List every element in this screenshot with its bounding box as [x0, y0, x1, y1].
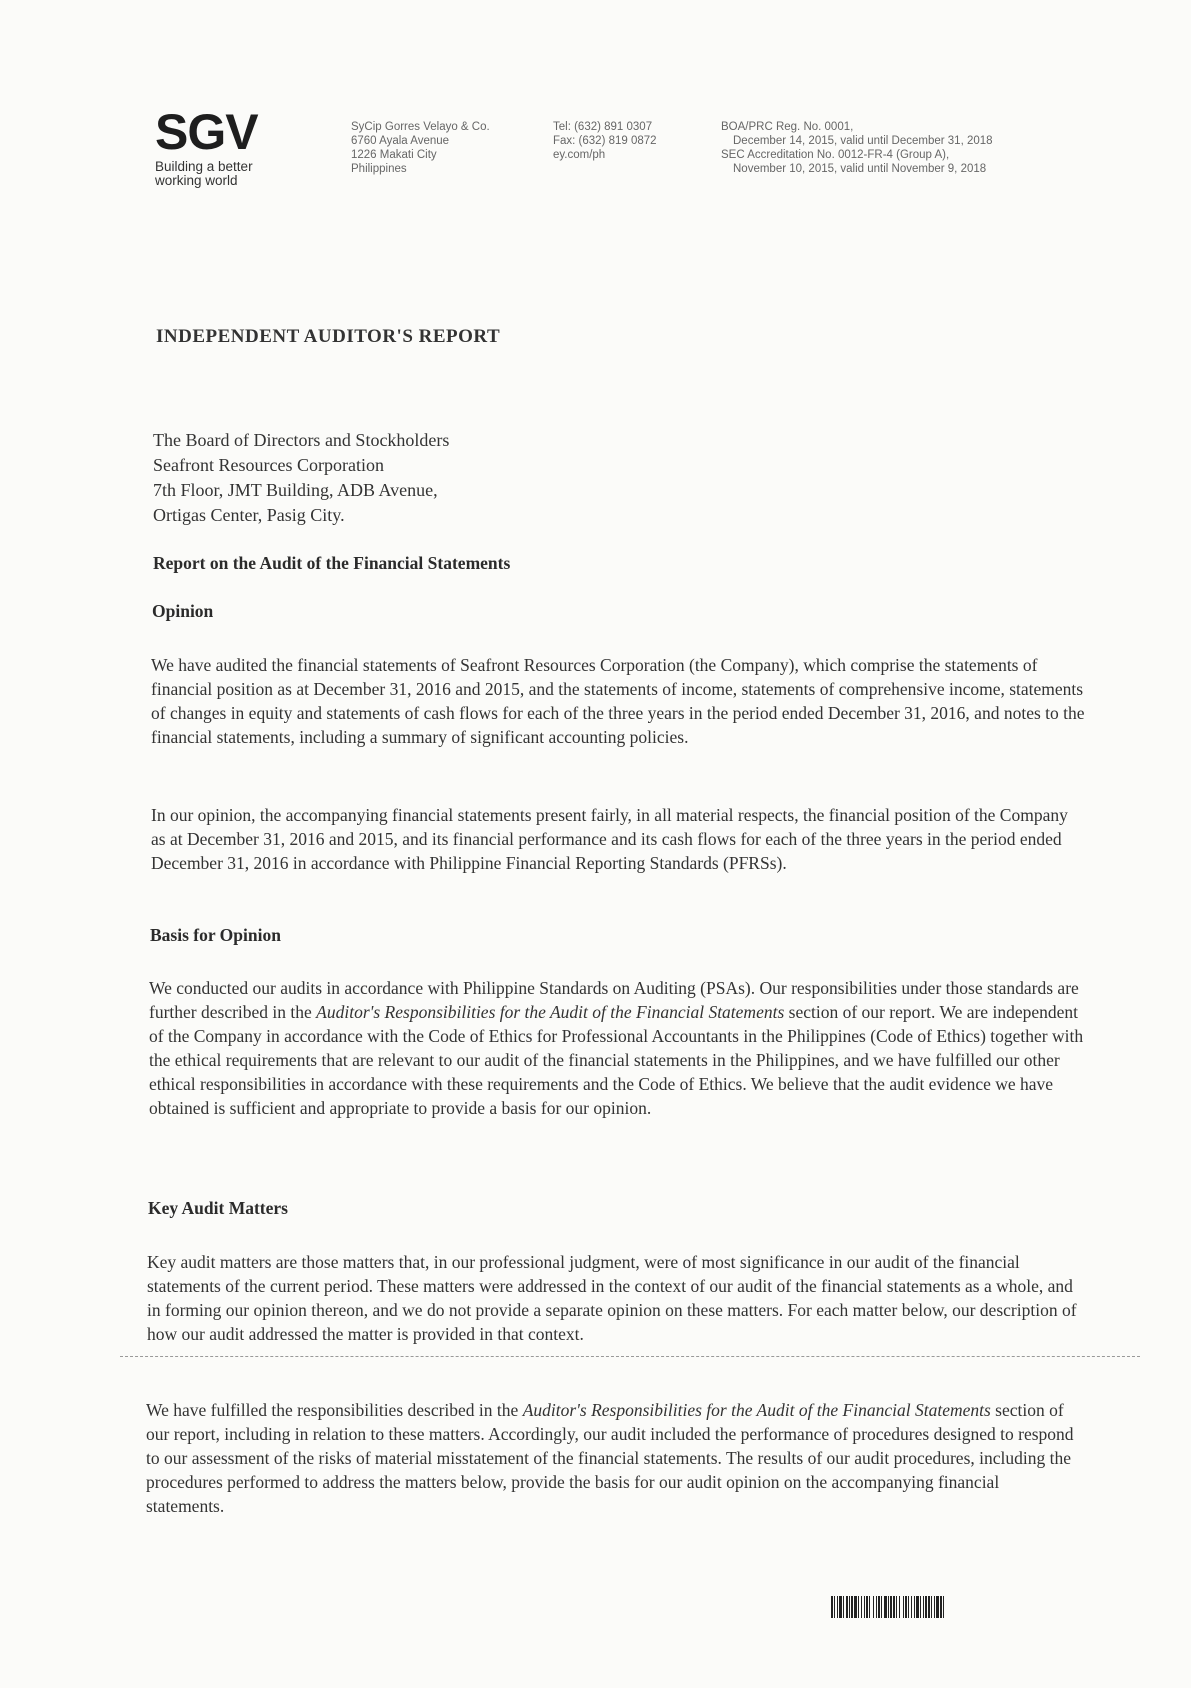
basis-paragraph: We conducted our audits in accordance with Philippine Standards on Auditing (PSAs). Our responsibilities under those standards are further described in the Auditor's Responsibilities for the Audit of the Financial Statements section of our report. We are independent of the Company in accordance with the Code of Ethics for Professional Accountants in the Philippines (Code of Ethics) together with the ethical requirements that are relevant to our audit of the financial statements in the Philippines, and we have fulfilled our other ethical responsibilities in accordance with these requirements and the Code of Ethics. We believe that the audit evidence we have obtained is sufficient and appropriate to provide a basis for our opinion. [149, 978, 1084, 1118]
opinion-heading: Opinion [152, 601, 214, 621]
basis-heading: Basis for Opinion [150, 925, 281, 945]
firm-contact: Tel: (632) 891 0307 Fax: (632) 819 0872 ey.com/ph [553, 121, 657, 161]
section-heading: Report on the Audit of the Financial Statements [153, 553, 511, 573]
kam-paragraph-1: Key audit matters are those matters that, in our professional judgment, were of most significance in our audit of the financial statements of the current period. These matters were addressed in the context of our audit of the financial statements as a whole, and in forming our opinion thereon, and we do not provide a separate opinion on these matters. For each matter below, our description of how our audit addressed the matter is provided in that context. [147, 1252, 1077, 1344]
barcode [831, 1596, 1073, 1618]
firm-address: SyCip Gorres Velayo & Co. 6760 Ayala Avenue 1226 Makati City Philippines [351, 121, 490, 175]
basis-italic-reference: Auditor's Responsibilities for the Audit of the Financial Statements [316, 1002, 785, 1022]
kam-heading: Key Audit Matters [148, 1198, 288, 1218]
opinion-paragraph-2: In our opinion, the accompanying financial statements present fairly, in all material respects, the financial position of the Company as at December 31, 2016 and 2015, and its financial performance and its cash flows for each of the three years in the period ended December 31, 2016 in accordance with Philippine Financial Reporting Standards (PFRSs). [151, 805, 1068, 873]
logo-mark: SGV [155, 104, 258, 160]
letterhead [155, 104, 1115, 208]
report-title: INDEPENDENT AUDITOR'S REPORT [156, 326, 501, 347]
kam-paragraph-2: We have fulfilled the responsibilities described in the Auditor's Responsibilities for the Audit of the Financial Statements section of our report, including in relation to these matters. Accordingly, our audit included the performance of procedures designed to respond to our assessment of the risks of material misstatement of the financial statements. The results of our audit procedures, including the procedures performed to address the matters below, provide the basis for our audit opinion on the accompanying financial statements. [146, 1400, 1074, 1516]
barcode-icon [831, 1596, 1073, 1618]
addressee-block: The Board of Directors and Stockholders Seafront Resources Corporation 7th Floor, JMT Building, ADB Avenue, Ortigas Center, Pasig City. [153, 430, 450, 525]
opinion-paragraph-1: We have audited the financial statements of Seafront Resources Corporation (the Company), which comprise the statements of financial position as at December 31, 2016 and 2015, and the statements of income, statements of comprehensive income, statements of changes in equity and statements of cash flows for each of the three years in the period ended December 31, 2016, and notes to the financial statements, including a summary of significant accounting policies. [151, 655, 1085, 747]
kam-italic-reference: Auditor's Responsibilities for the Audit of the Financial Statements [522, 1400, 991, 1420]
firm-registration: BOA/PRC Reg. No. 0001, December 14, 2015, valid until December 31, 2018 SEC Accreditation No. 0012-FR-4 (Group A), November 10, 2015, valid until November 9, 2018 [721, 121, 993, 175]
logo-tagline: Building a better working world [155, 159, 253, 188]
sgv-logo [155, 104, 295, 188]
fold-line [120, 1356, 1140, 1357]
